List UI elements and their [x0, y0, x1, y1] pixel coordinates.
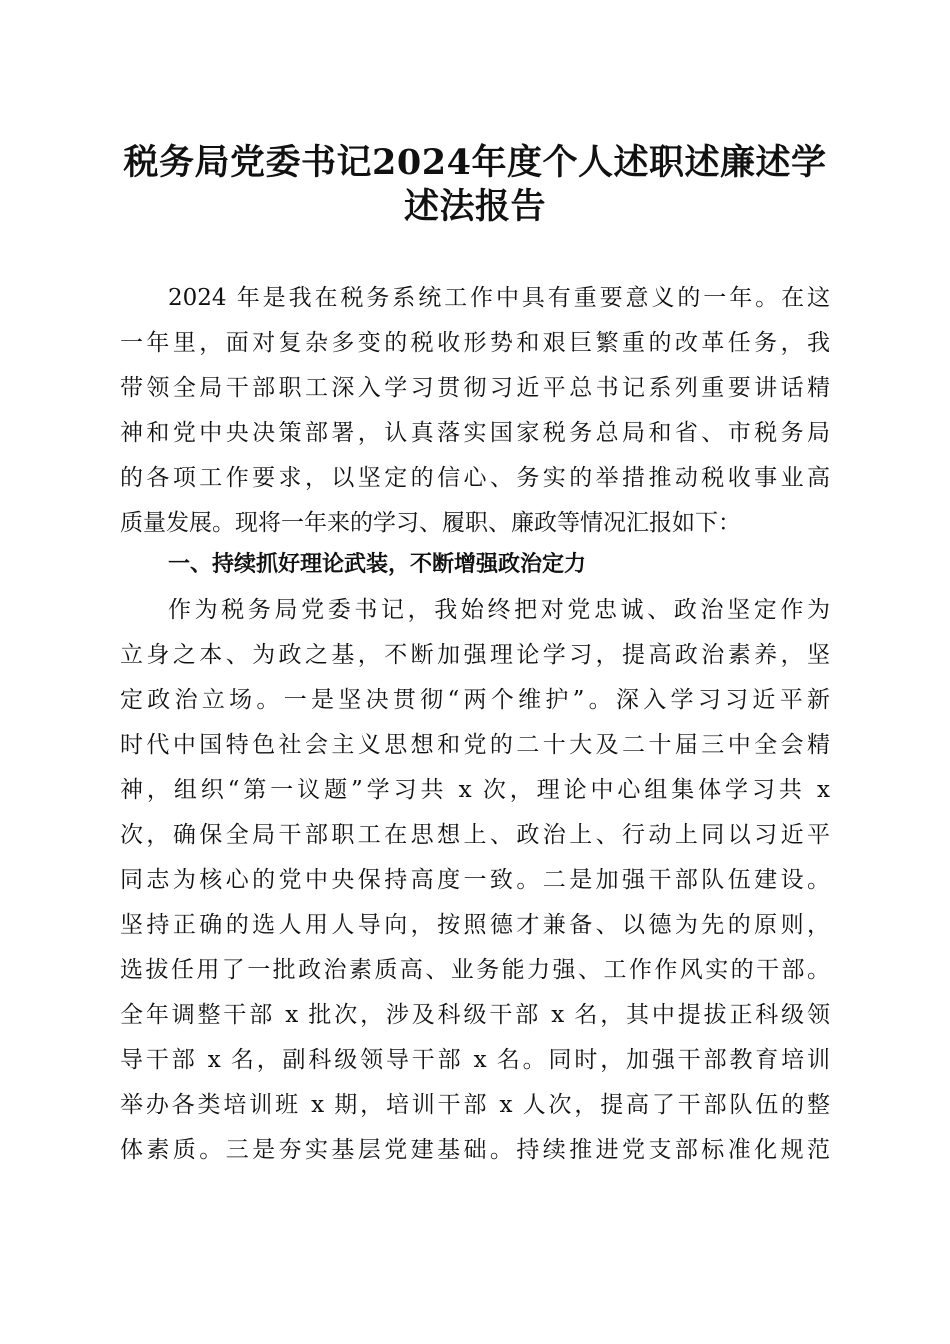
section-1-paragraph-line: 时代中国特色社会主义思想和党的二十大及二十届三中全会精 [120, 732, 830, 758]
intro-paragraph-line: 带领全局干部职工深入学习贯彻习近平总书记系列重要讲话精 [120, 375, 830, 401]
intro-paragraph-line: 神和党中央决策部署，认真落实国家税务总局和省、市税务局 [120, 420, 830, 446]
document-title-line-2: 述法报告 [403, 186, 546, 227]
intro-paragraph-line: 的各项工作要求，以坚定的信心、务实的举措推动税收事业高 [120, 465, 830, 491]
document-title-line-1: 税务局党委书记2024年度个人述职述廉述学 [123, 142, 827, 183]
section-1-paragraph-line: 导干部 x 名，副科级领导干部 x 名。同时，加强干部教育培训 [120, 1047, 830, 1073]
section-1-paragraph-line: 同志为核心的党中央保持高度一致。二是加强干部队伍建设。 [120, 867, 830, 893]
section-1-paragraph-line: 坚持正确的选人用人导向，按照德才兼备、以德为先的原则， [120, 912, 830, 938]
intro-paragraph-line: 一年里，面对复杂多变的税收形势和艰巨繁重的改革任务，我 [120, 330, 830, 356]
section-1-paragraph-line: 神，组织“第一议题”学习共 x 次，理论中心组集体学习共 x [120, 777, 830, 803]
section-1-paragraph-line: 全年调整干部 x 批次，涉及科级干部 x 名，其中提拔正科级领 [120, 1002, 830, 1028]
intro-paragraph-line: 2024 年是我在税务系统工作中具有重要意义的一年。在这 [168, 285, 830, 311]
intro-paragraph-line: 质量发展。现将一年来的学习、履职、廉政等情况汇报如下： [120, 510, 741, 536]
section-1-paragraph-line: 立身之本、为政之基，不断加强理论学习，提高政治素养，坚 [120, 642, 830, 668]
section-1-paragraph-line: 定政治立场。一是坚决贯彻“两个维护”。深入学习习近平新 [120, 687, 830, 713]
section-1-paragraph-line: 选拔任用了一批政治素质高、业务能力强、工作作风实的干部。 [120, 957, 830, 983]
section-1-paragraph-line: 举办各类培训班 x 期，培训干部 x 人次，提高了干部队伍的整 [120, 1092, 830, 1118]
section-1-paragraph-line: 体素质。三是夯实基层党建基础。持续推进党支部标准化规范 [120, 1137, 830, 1163]
section-1-paragraph-line: 次，确保全局干部职工在思想上、政治上、行动上同以习近平 [120, 822, 830, 848]
section-1-paragraph-line: 作为税务局党委书记，我始终把对党忠诚、政治坚定作为 [168, 597, 830, 623]
section-1-heading: 一、持续抓好理论武装，不断增强政治定力 [168, 552, 587, 577]
